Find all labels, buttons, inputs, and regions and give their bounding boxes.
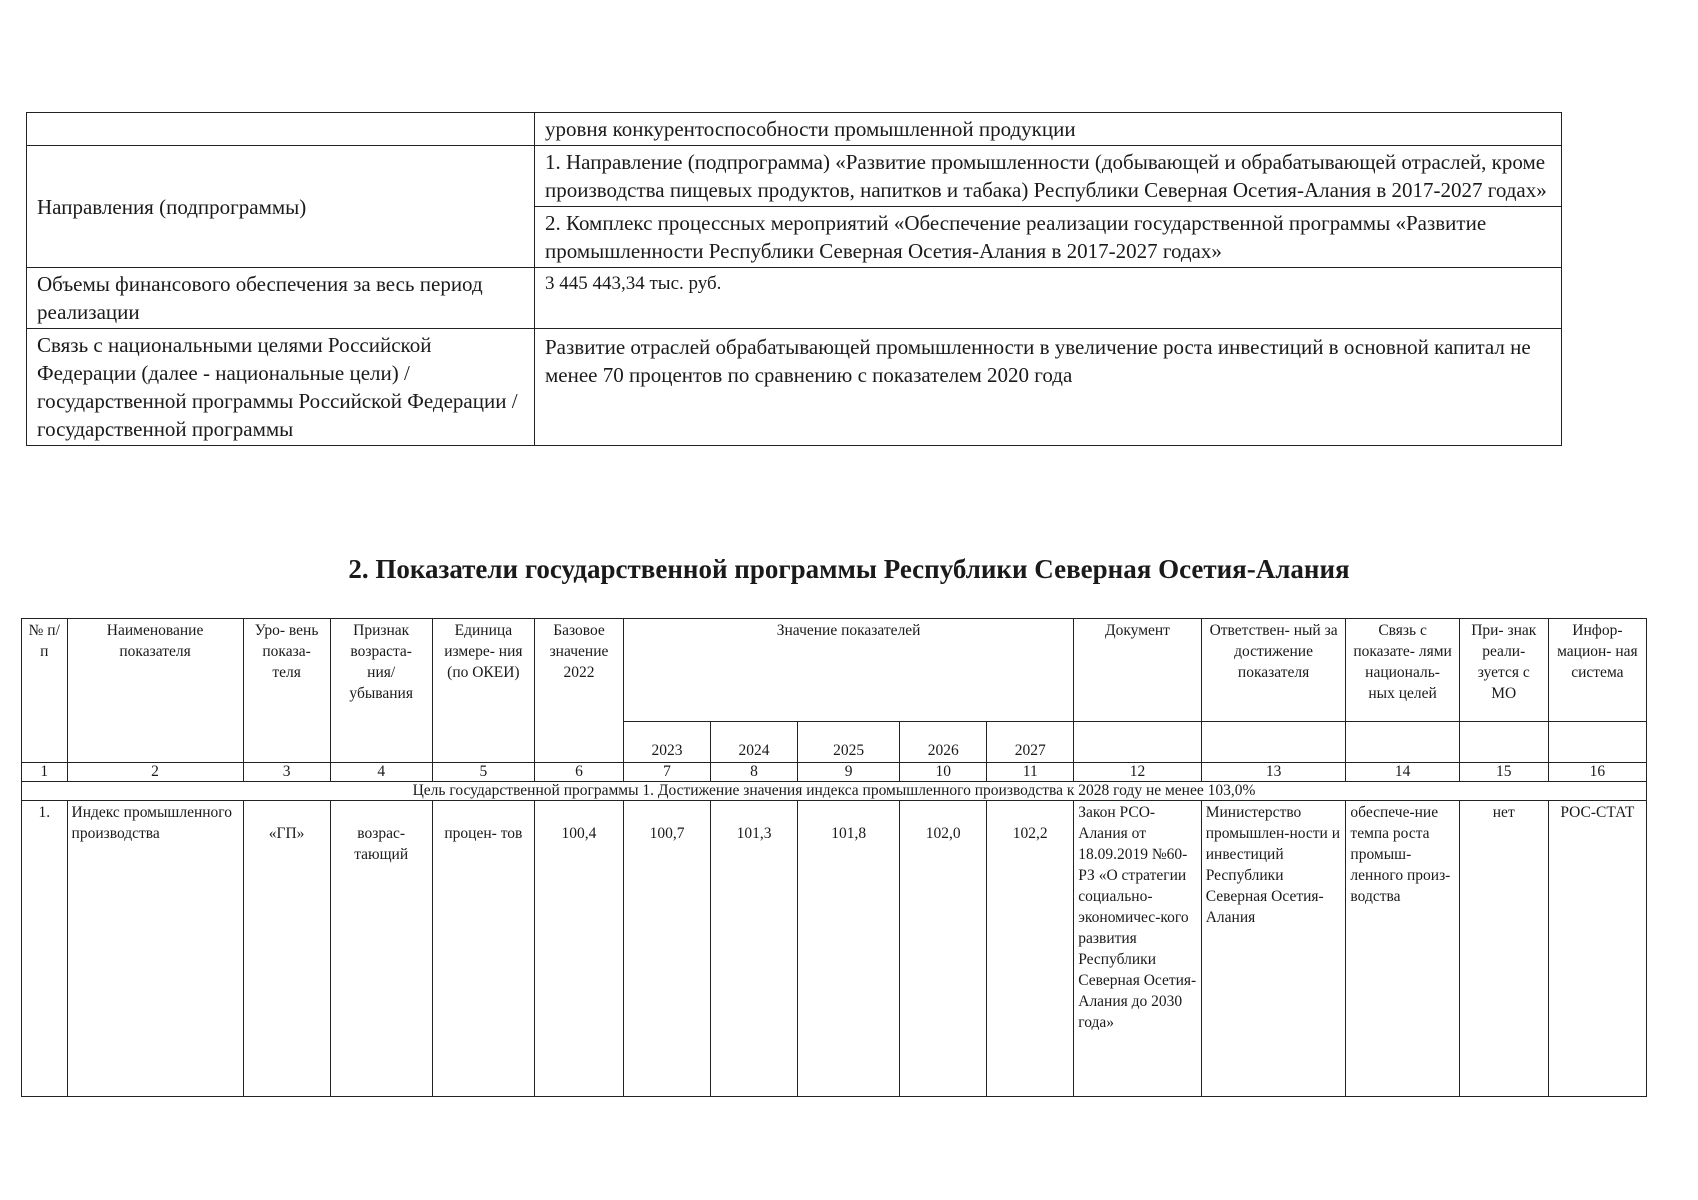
header-blank xyxy=(1459,722,1548,763)
passport-continuation-text: уровня конкурентоспособности промышленной продукции xyxy=(535,113,1562,146)
row-value-2025: 101,8 xyxy=(798,801,900,1097)
column-number: 8 xyxy=(711,763,798,782)
passport-table xyxy=(26,112,1562,446)
header-blank xyxy=(1201,722,1346,763)
header-sign: Признак возраста- ния/ убывания xyxy=(330,619,432,763)
funding-label: Объемы финансового обеспечения за весь период реализации xyxy=(27,268,535,329)
column-number: 13 xyxy=(1201,763,1346,782)
section-title: 2. Показатели государственной программы Республики Северная Осетия-Алания xyxy=(348,554,1350,584)
year-header: 2023 xyxy=(624,722,711,763)
column-number: 12 xyxy=(1074,763,1201,782)
row-sign: возрас- тающий xyxy=(330,801,432,1097)
row-value-2024: 101,3 xyxy=(711,801,798,1097)
table-row xyxy=(22,801,1647,1097)
row-value-2023: 100,7 xyxy=(624,801,711,1097)
row-level: «ГП» xyxy=(243,801,330,1097)
header-responsible: Ответствен- ный за достижение показателя xyxy=(1201,619,1346,722)
national-goals-label: Связь с национальными целями Российской Федерации (далее - национальные цели) / государственной программы Российской Федерации / государственной программы xyxy=(27,329,535,446)
header-blank xyxy=(1074,722,1201,763)
column-number: 1 xyxy=(22,763,68,782)
column-number: 7 xyxy=(624,763,711,782)
column-number: 5 xyxy=(432,763,534,782)
row-num: 1. xyxy=(22,801,68,1097)
column-number: 9 xyxy=(798,763,900,782)
column-number: 6 xyxy=(534,763,623,782)
row-link: обеспече-ние темпа роста промыш-ленного произ-водства xyxy=(1346,801,1459,1097)
year-header: 2027 xyxy=(987,722,1074,763)
row-value-2027: 102,2 xyxy=(987,801,1074,1097)
header-values: Значение показателей xyxy=(624,619,1074,722)
year-header: 2025 xyxy=(798,722,900,763)
header-unit: Единица измере- ния (по ОКЕИ) xyxy=(432,619,534,763)
column-number: 14 xyxy=(1346,763,1459,782)
column-numbers-row xyxy=(22,763,1647,782)
national-goals-value: Развитие отраслей обрабатывающей промышленности в увеличение роста инвестиций в основной капитал не менее 70 процентов по сравнению с показателем 2020 года xyxy=(535,329,1562,446)
column-number: 10 xyxy=(900,763,987,782)
row-mo: нет xyxy=(1459,801,1548,1097)
column-number: 15 xyxy=(1459,763,1548,782)
row-unit: процен- тов xyxy=(432,801,534,1097)
indicators-table xyxy=(21,618,1647,1097)
header-base: Базовое значение 2022 xyxy=(534,619,623,763)
year-header: 2024 xyxy=(711,722,798,763)
column-number: 3 xyxy=(243,763,330,782)
header-mo: При- знак реали- зуется с МО xyxy=(1459,619,1548,722)
directions-label: Направления (подпрограммы) xyxy=(27,146,535,268)
header-name: Наименование показателя xyxy=(67,619,243,763)
row-responsible: Министерство промышлен-ности и инвестиций Республики Северная Осетия-Алания xyxy=(1201,801,1346,1097)
row-info: РОС-СТАТ xyxy=(1548,801,1646,1097)
header-blank xyxy=(1548,722,1646,763)
header-level: Уро- вень показа- теля xyxy=(243,619,330,763)
year-header: 2026 xyxy=(900,722,987,763)
header-link: Связь с показате- лями националь- ных целей xyxy=(1346,619,1459,722)
direction-1-text: 1. Направление (подпрограмма) «Развитие промышленности (добывающей и обрабатывающей отраслей, кроме производства пищевых продуктов, напитков и табака) Республики Северная Осетия-Алания в 2017-2027 годах» xyxy=(535,146,1562,207)
column-number: 2 xyxy=(67,763,243,782)
column-number: 16 xyxy=(1548,763,1646,782)
row-document: Закон РСО-Алания от 18.09.2019 №60-РЗ «О стратегии социально-экономичес-кого развития Республики Северная Осетия-Алания до 2030 года» xyxy=(1074,801,1201,1097)
program-goal-row: Цель государственной программы 1. Достижение значения индекса промышленного производства к 2028 году не менее 103,0% xyxy=(22,782,1647,801)
direction-2-text: 2. Комплекс процессных мероприятий «Обеспечение реализации государственной программы «Развитие промышленности Республики Северная Осетия-Алания в 2017-2027 годах» xyxy=(535,207,1562,268)
column-number: 4 xyxy=(330,763,432,782)
column-number: 11 xyxy=(987,763,1074,782)
funding-value: 3 445 443,34 тыс. руб. xyxy=(535,268,1562,329)
header-info: Инфор- мацион- ная система xyxy=(1548,619,1646,722)
header-document: Документ xyxy=(1074,619,1201,722)
row-value-2026: 102,0 xyxy=(900,801,987,1097)
header-blank xyxy=(1346,722,1459,763)
header-num: № п/ п xyxy=(22,619,68,763)
passport-cell-empty xyxy=(27,113,535,146)
row-base: 100,4 xyxy=(534,801,623,1097)
row-name: Индекс промышленного производства xyxy=(67,801,243,1097)
